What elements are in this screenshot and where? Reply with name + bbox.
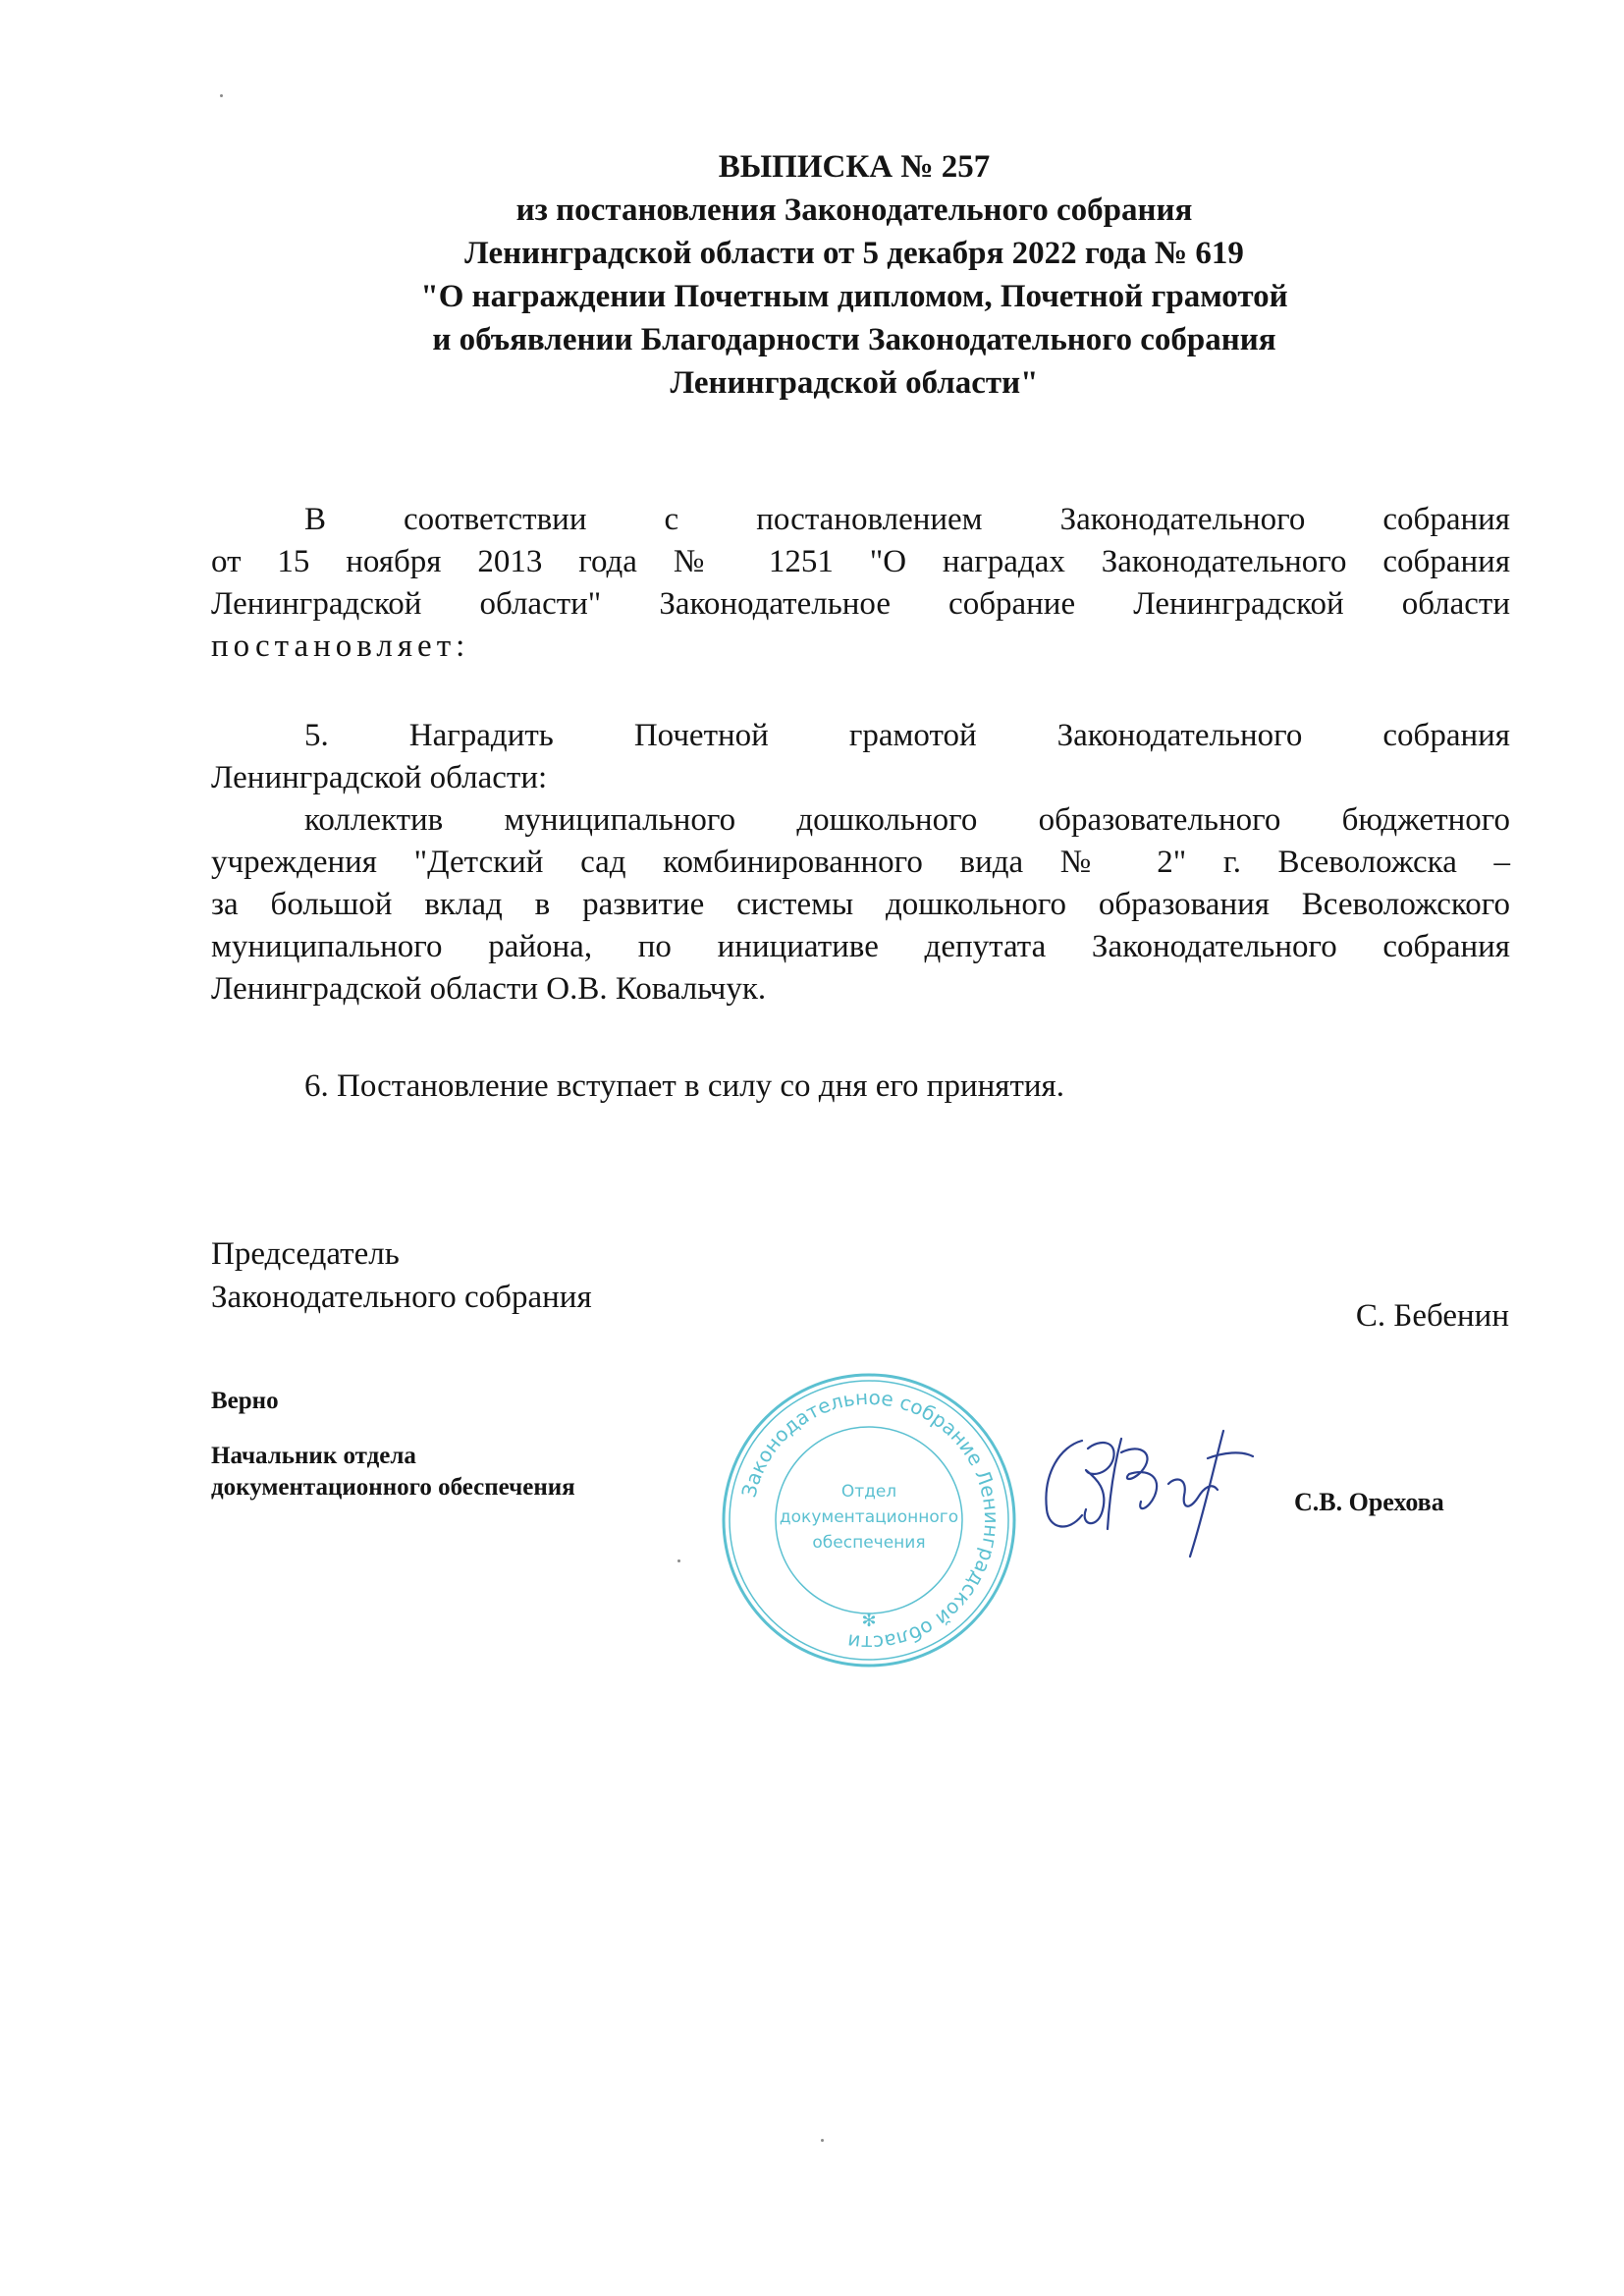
- preamble-line: Ленинградской области" Законодательное собрание Ленинградской области: [211, 586, 1510, 622]
- signatory-title-line: Законодательного собрания: [211, 1280, 592, 1315]
- item-6-paragraph: [211, 1066, 1510, 1108]
- preamble-paragraph: [211, 499, 1510, 668]
- header-title: ВЫПИСКА № 257: [718, 149, 991, 185]
- stamp-ring-text: Законодательное собрание Ленинградской области: [736, 1385, 1004, 1656]
- certifier-title-line: Начальник отдела: [211, 1443, 416, 1469]
- item-5-line: Ленинградской области:: [211, 760, 548, 795]
- header-line: "О награждении Почетным дипломом, Почетной грамотой: [420, 279, 1288, 314]
- signature-stroke: [1190, 1431, 1223, 1557]
- scan-speck: [821, 2139, 824, 2142]
- resolves-word: постановляет:: [211, 629, 470, 664]
- signature-stroke: [1208, 1452, 1253, 1458]
- stamp-center-text: Отдел: [840, 1482, 897, 1502]
- certified-label: Верно: [211, 1388, 279, 1414]
- preamble-line: В соответствии с постановлением Законодательного собрания: [304, 502, 1510, 537]
- signatory-name: С. Бебенин: [1355, 1298, 1509, 1334]
- item-5-line: муниципального района, по инициативе депутата Законодательного собрания: [211, 929, 1510, 964]
- item-5-line: Ленинградской области О.В. Ковальчук.: [211, 971, 767, 1007]
- header-line: и объявлении Благодарности Законодательного собрания: [432, 322, 1276, 357]
- signature-stroke: [1121, 1449, 1157, 1508]
- stamp-center-text: обеспечения: [812, 1533, 926, 1553]
- signature-stroke: [1046, 1441, 1082, 1526]
- signatory-title-line: Председатель: [211, 1236, 400, 1272]
- item-5-line: коллектив муниципального дошкольного образовательного бюджетного: [304, 802, 1510, 838]
- item-5-line: 5. Наградить Почетной грамотой Законодательного собрания: [304, 718, 1510, 753]
- header-line: Ленинградской области": [670, 365, 1039, 401]
- item-5-line: за большой вклад в развитие системы дошкольного образования Всеволожского: [211, 887, 1510, 922]
- certifier-name: С.В. Орехова: [1294, 1488, 1444, 1516]
- document-header: [295, 145, 1414, 405]
- item-6-line: 6. Постановление вступает в силу со дня его принятия.: [304, 1068, 1064, 1104]
- header-line: из постановления Законодательного собрания: [515, 192, 1193, 228]
- stamp-star-icon: ✻: [861, 1611, 877, 1631]
- item-5-line: учреждения "Детский сад комбинированного вида № 2" г. Всеволожска –: [211, 845, 1510, 880]
- item-5-paragraph: [211, 715, 1510, 1011]
- stamp-center-text: документационного: [779, 1507, 959, 1527]
- scan-speck: [677, 1559, 680, 1562]
- official-stamp: [712, 1363, 1026, 1677]
- certifier-title: [211, 1441, 575, 1503]
- handwritten-signature: [1031, 1419, 1267, 1566]
- scan-speck: [220, 94, 223, 97]
- preamble-line: от 15 ноября 2013 года № 1251 "О наградах Законодательного собрания: [211, 544, 1510, 579]
- certifier-title-line: документационного обеспечения: [211, 1474, 575, 1501]
- signatory-title: [211, 1232, 592, 1319]
- header-line: Ленинградской области от 5 декабря 2022 года № 619: [464, 236, 1244, 271]
